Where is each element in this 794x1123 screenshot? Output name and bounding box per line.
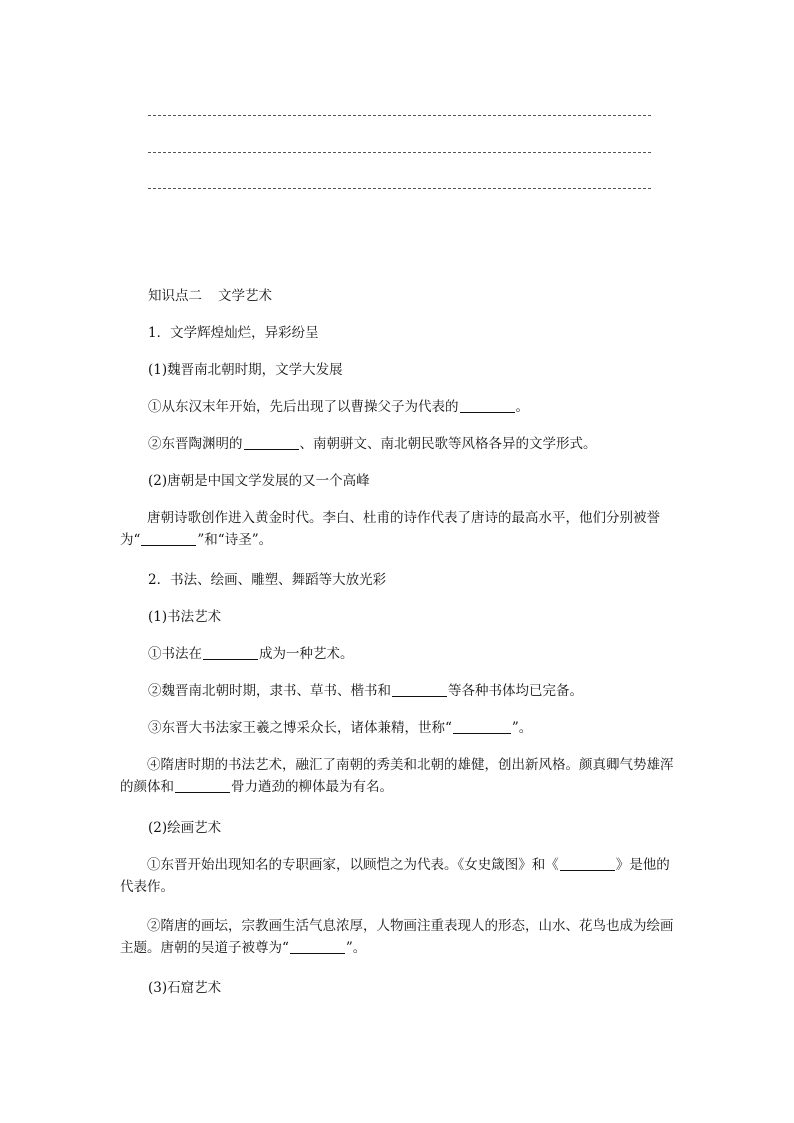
fill-blank[interactable] xyxy=(392,682,447,697)
subheading-calligraphy: (1)书法艺术 xyxy=(148,609,222,625)
question-7: ④隋唐时期的书法艺术，融汇了南朝的秀美和北朝的雄健，创出新风格。颜真卿气势雄浑的颜体和 骨力遒劲的柳体最为有名。 xyxy=(120,757,674,795)
question-4: ①书法在 成为一种艺术。 xyxy=(148,646,354,662)
question-9: ②隋唐的画坛，宗教画生活气息浓厚，人物画注重表现人的形态，山水、花鸟也成为绘画主题。唐朝的吴道子被尊为“ ”。 xyxy=(120,918,674,956)
question-2: ②东晋陶渊明的 、南朝骈文、南北朝民歌等风格各异的文学形式。 xyxy=(148,436,597,452)
fill-blank[interactable] xyxy=(560,856,615,871)
heading-literature: 1．文学辉煌灿烂，异彩纷呈 xyxy=(148,325,319,341)
subheading-wei-jin: (1)魏晋南北朝时期，文学大发展 xyxy=(148,362,343,378)
fill-blank[interactable] xyxy=(203,645,258,660)
fill-blank[interactable] xyxy=(290,939,345,954)
subheading-tang: (2)唐朝是中国文学发展的又一个高峰 xyxy=(148,473,370,489)
answer-dashed-line xyxy=(148,188,651,189)
question-3: 唐朝诗歌创作进入黄金时代。李白、杜甫的诗作代表了唐诗的最高水平，他们分别被誉为“ ”和“诗圣”。 xyxy=(120,510,660,548)
subheading-painting: (2)绘画艺术 xyxy=(148,820,222,836)
question-5: ②魏晋南北朝时期，隶书、草书、楷书和 等各种书体均已完备。 xyxy=(148,683,583,699)
question-1: ①从东汉末年开始，先后出现了以曹操父子为代表的 。 xyxy=(148,399,529,415)
fill-blank[interactable] xyxy=(141,531,196,546)
question-8: ①东晋开始出现知名的专职画家，以顾恺之为代表。《女史箴图》和《 》是他的代表作。 xyxy=(120,857,670,895)
question-6: ③东晋大书法家王羲之博采众长，诸体兼精，世称“ ”。 xyxy=(148,720,533,736)
fill-blank[interactable] xyxy=(460,398,515,413)
heading-arts: 2．书法、绘画、雕塑、舞蹈等大放光彩 xyxy=(148,572,387,588)
fill-blank[interactable] xyxy=(175,778,230,793)
answer-dashed-line xyxy=(148,152,651,153)
fill-blank[interactable] xyxy=(453,719,511,734)
subheading-grotto: (3)石窟艺术 xyxy=(148,980,222,996)
section-title: 知识点二 文学艺术 xyxy=(148,288,272,304)
fill-blank[interactable] xyxy=(244,435,299,450)
answer-dashed-line xyxy=(148,115,651,116)
